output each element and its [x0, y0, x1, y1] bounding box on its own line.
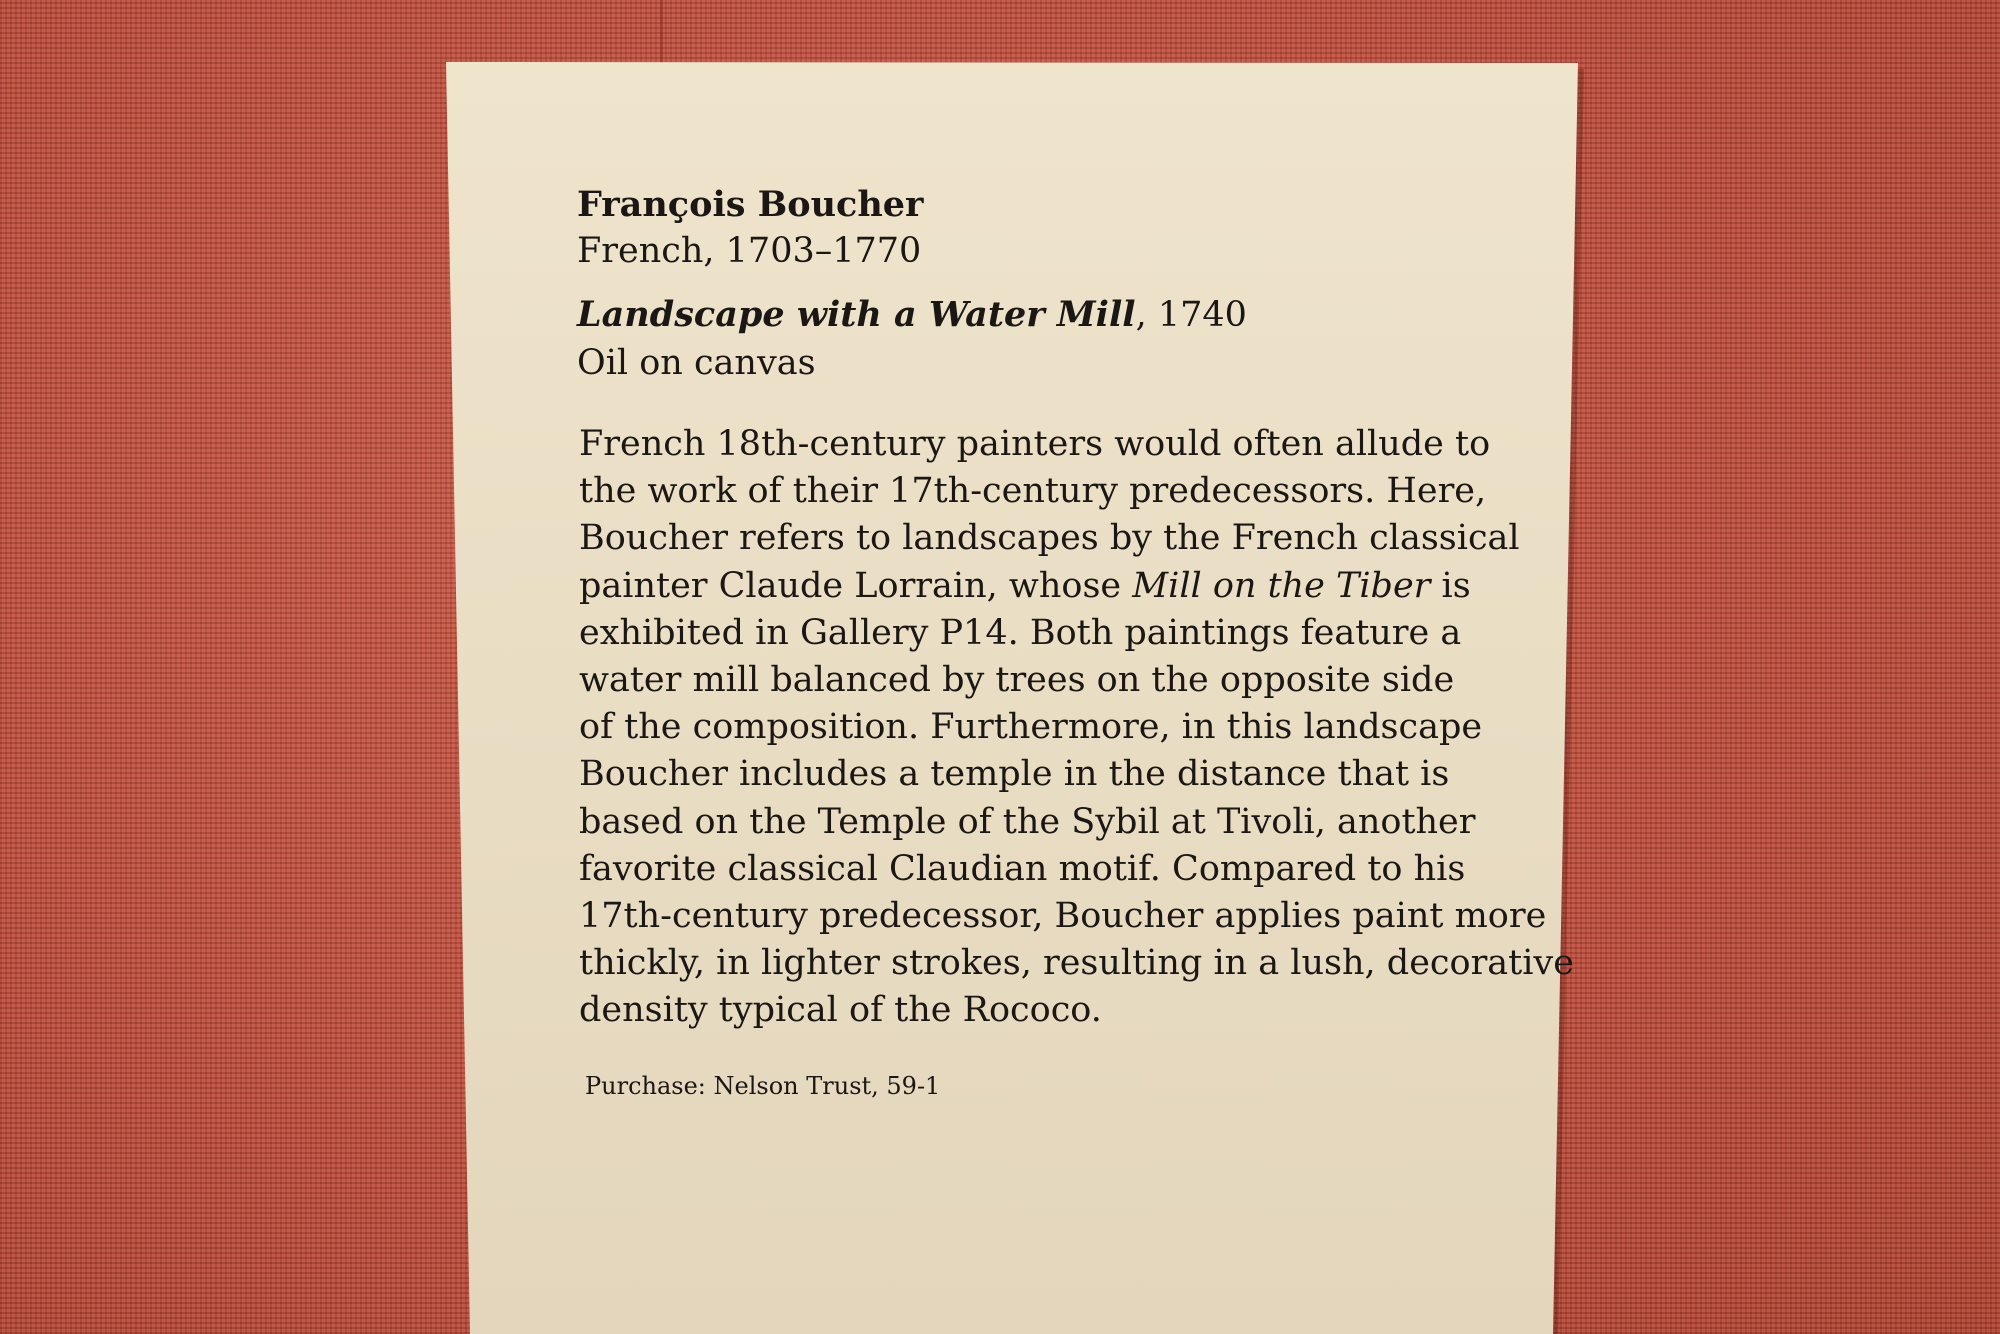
- description-text: painter Claude Lorrain, whose: [579, 565, 1133, 606]
- description-line: exhibited in Gallery P14. Both paintings feature a: [579, 612, 1462, 653]
- referenced-artwork-title: Mill on the Tiber: [1132, 565, 1431, 606]
- description-text: is: [1430, 565, 1471, 606]
- description-line: French 18th-century painters would often allude to: [579, 424, 1491, 464]
- description-paragraph: [579, 421, 1574, 1035]
- artist-nationality-dates: French, 1703–1770: [577, 231, 922, 271]
- artwork-title: Landscape with a Water Mill: [577, 294, 1136, 335]
- description-line: favorite classical Claudian motif. Compared to his: [579, 848, 1466, 889]
- description-line: density typical of the Rococo.: [579, 990, 1102, 1031]
- artist-name: François Boucher: [577, 184, 924, 225]
- credit-line: Purchase: Nelson Trust, 59-1: [585, 1071, 941, 1100]
- description-line: Boucher refers to landscapes by the French classical: [579, 518, 1520, 559]
- description-line: thickly, in lighter strokes, resulting in a lush, decorative: [579, 943, 1574, 984]
- description-line: of the composition. Furthermore, in this landscape: [579, 707, 1483, 748]
- description-line: [579, 563, 1497, 610]
- description-line: the work of their 17th-century predecessors. Here,: [579, 471, 1487, 512]
- description-line: Boucher includes a temple in the distance that is: [579, 754, 1450, 795]
- artwork-year: , 1740: [1135, 295, 1247, 335]
- artwork-title-line: [577, 291, 1497, 339]
- placard-text-block: [577, 183, 1574, 1101]
- artwork-medium: Oil on canvas: [577, 343, 816, 383]
- description-line: based on the Temple of the Sybil at Tivoli, another: [579, 801, 1476, 842]
- description-line: water mill balanced by trees on the opposite side: [579, 660, 1455, 701]
- description-line: 17th-century predecessor, Boucher applies paint more: [579, 896, 1547, 937]
